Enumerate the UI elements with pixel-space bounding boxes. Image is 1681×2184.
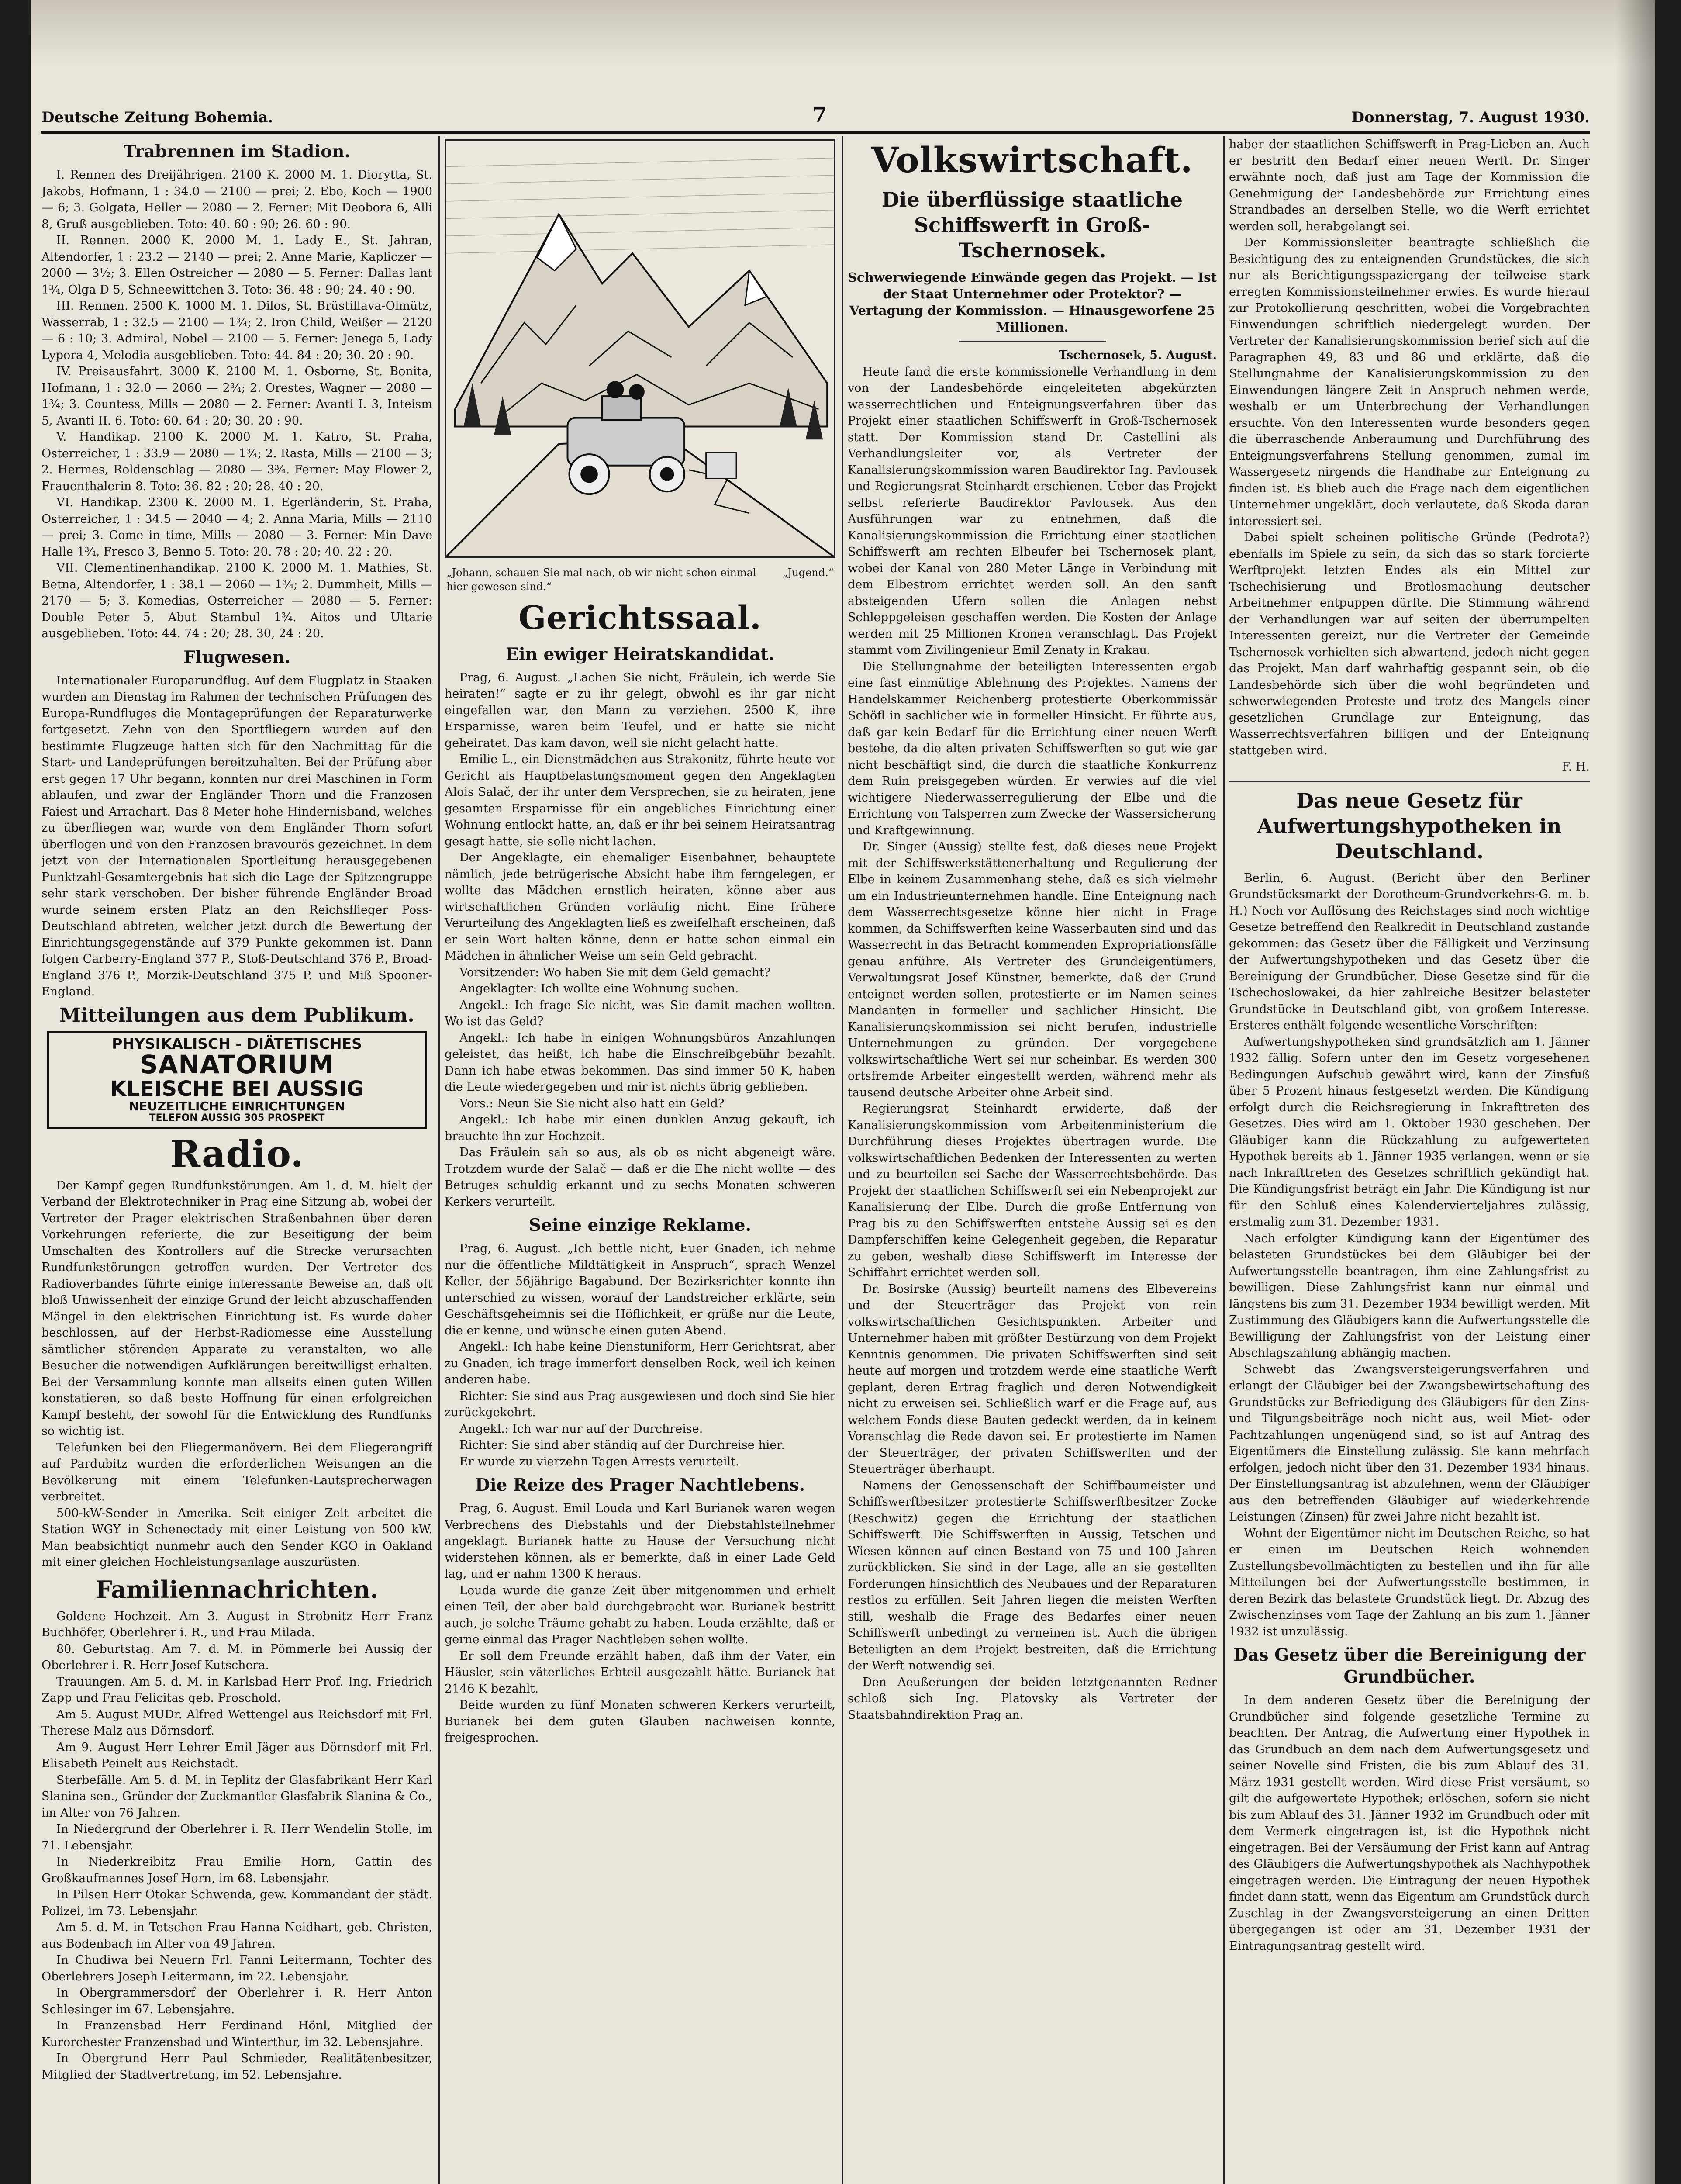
article-paragraph: Angekl.: Ich war nur auf der Durchreise. <box>459 1422 703 1436</box>
article-paragraph: Beide wurden zu fünf Monaten schweren Kerkers verurteilt, Burianek bei dem guten Glauben nachweisen konnte, freigesprochen. <box>445 1698 835 1745</box>
column-divider <box>438 136 440 2184</box>
familie-item: Am 5. August MUDr. Alfred Wettengel aus Reichsdorf mit Frl. Therese Malz aus Dörnsdorf. <box>41 1707 432 1738</box>
page-number: 7 <box>812 103 827 127</box>
race-result: IV. Preisausfahrt. 3000 K. 2100 M. 1. Osborne, St. Bonita, Hofmann, 1 : 32.0 — 2060 — 2¾; 2. Orestes, Wagner — 2080 — 1¾; 3. Countess, Mills — 2080 — 2. Ferner: Avanti I. 3, Inteism 5, Avanti II. 6. Toto: 60. 64 : 20; 30. 20 : 90. <box>41 365 432 428</box>
article-title: Ein ewiger Heiratskandidat. <box>505 644 774 664</box>
article-title: Das Gesetz über die Bereinigung der Grundbücher. <box>1233 1645 1586 1687</box>
trabrennen-results <box>41 167 432 642</box>
illustration-caption <box>446 566 834 594</box>
mitteilungen-title: Mitteilungen aus dem Publikum. <box>59 1004 414 1026</box>
article-paragraph: Angeklagter: Ich wollte eine Wohnung suchen. <box>459 982 739 995</box>
dateline: Tschernosek, 5. August. <box>1059 349 1217 362</box>
caption-credit: „Jugend.“ <box>782 566 834 579</box>
article-paragraph: Namens der Genossenschaft der Schiffbaumeister und Schiffswerftbesitzer protestierte Schiffswerftbesitzer Zocke (Reschwitz) gegen die Errichtung der staatlichen Schiffswerft. Die Schiffswerften in Aussig, Tetschen und Wiesen können auf einen Bestand von 75 und 100 Jahren zurückblicken. Sie sind in der Lage, alle an sie gestellten Forderungen hinsichtlich des Neubaues und der Reparaturen restlos zu erfüllen. Seit Jahren liegen die meisten Werften still, weshalb die Frage des Bedarfes einer neuen Schiffswerft unbedingt zu verneinen ist. Auch die übrigen Beteiligten an dem Projekt bestreiten, daß die Errichtung der Werft notwendig sei. <box>848 1479 1217 1673</box>
race-result: I. Rennen des Dreijährigen. 2100 K. 2000 M. 1. Diorytta, St. Jakobs, Hofmann, 1 : 34.0 — 2100 — prei; 2. Ebo, Koch — 1900 — 6; 3. Golgata, Heller — 2080 — 2. Ferner: Mit Deobora 6, Alli 8, Gruß ausgeblieben. Toto: 40. 60 : 90; 26. 60 : 90. <box>41 168 432 231</box>
flugwesen-title: Flugwesen. <box>183 647 291 667</box>
column-divider <box>842 136 843 2184</box>
race-result: III. Rennen. 2500 K. 1000 M. 1. Dilos, St. Brüstillava-Olmütz, Wasserrab, 1 : 32.5 — 2100 — 1¾; 2. Iron Child, Weißer — 2120 — 6 : 10; 3. Admiral, Nobel — 2100 — 5. Ferner: Jenega 5, Lady Lypora 4, Melodia ausgeblieben. Toto: 44. 84 : 20; 30. 20 : 90. <box>41 299 432 362</box>
familie-item: In Obergrund Herr Paul Schmieder, Realitätenbesitzer, Mitglied der Stadtvertretung, im 52. Lebensjahre. <box>41 2052 432 2082</box>
familie-item: In Obergrammersdorf der Oberlehrer i. R. Herr Anton Schlesinger im 67. Lebensjahre. <box>41 1986 432 2016</box>
article-paragraph: Louda wurde die ganze Zeit über mitgenommen und erhielt einen Teil, der aber bald durchgebracht war. Burianek bestritt auch, je solche Träume gehabt zu haben. Louda erzählte, daß er gerne einmal das Prager Nachtleben sehen wollte. <box>445 1583 835 1646</box>
familie-item: Sterbefälle. Am 5. d. M. in Teplitz der Glasfabrikant Herr Karl Slanina sen., Gründer der Zuckmantler Glasfabrik Slanina & Co., im Alter von 76 Jahren. <box>41 1773 432 1820</box>
column-3 <box>848 136 1217 2184</box>
sanatorium-ad <box>47 1031 427 1129</box>
article-subtitle: Schwerwiegende Einwände gegen das Projekt. — Ist der Staat Unternehmer oder Protektor? — Vertagung der Kommission. — Hinausgeworfene 25 Millionen. <box>848 270 1217 335</box>
divider <box>1229 781 1590 782</box>
column-2 <box>445 136 835 2184</box>
article-paragraph: Angekl.: Ich frage Sie nicht, was Sie damit machen wollten. Wo ist das Geld? <box>445 998 835 1028</box>
familie-item: In Pilsen Herr Otokar Schwenda, gew. Kommandant der städt. Polizei, im 73. Lebensjahr. <box>41 1888 432 1918</box>
article-paragraph: haber der staatlichen Schiffswerft in Prag-Lieben an. Auch er bestritt den Bedarf einer neuen Werft. Dr. Singer erwähnte noch, daß just am Tage der Kommission die Genehmigung der Landesbehörde zur Errichtung eines Strandbades an derselben Stelle, wo die Werft errichtet werden soll, herabgelangt sei. <box>1229 138 1590 233</box>
familie-item: Am 9. August Herr Lehrer Emil Jäger aus Dörnsdorf mit Frl. Elisabeth Peinelt aus Reichstadt. <box>41 1740 432 1771</box>
article-paragraph: Regierungsrat Steinhardt erwiderte, daß der Kanalisierungskommission vom Arbeitenministerium die Durchführung dieses Projektes übertragen wurde. Die volkswirtschaftlichen Bedenken der Interessenten zu werten und zu beurteilen sei Sache der Wasserrechtsbehörde. Das Projekt der staatlichen Schiffswerft sei ein Nebenprojekt zur Kanalisierung der Elbe. Durch die große Entfernung von Prag bis zu den Schiffswerften entstehe Aussig sei es den Dampferschiffen keine Gelegenheit gegeben, die Reparatur zu geben, weshalb diese Schiffswerft im Interesse der Schiffahrt errichtet werden soll. <box>848 1102 1217 1279</box>
race-result: V. Handikap. 2100 K. 2000 M. 1. Katro, St. Praha, Osterreicher, 1 : 33.9 — 2080 — 1¾; 2. Rasta, Mills — 2100 — 3; 2. Hermes, Roldenschlag — 2080 — 3¾. Ferner: May Flower 2, Frauenthalerin 8. Toto: 36. 82 : 20; 28. 40 : 20. <box>41 430 432 493</box>
article-paragraph: Berlin, 6. August. (Bericht über den Berliner Grundstücksmarkt der Dorotheum-Grundverkehrs-G. m. b. H.) Noch vor Auflösung des Reichstages sind noch wichtige Gesetze betreffend den Realkredit in Deutschland zustande gekommen: das Gesetz über die Fälligkeit und Verzinsung der Aufwertungshypotheken und das Gesetz über die Bereinigung der Grundbücher. Diese Gesetze sind für die Tschechoslowakei, da hier zahlreiche Besitzer belasteter Grundstücke in Deutschland gibt, von großem Interesse. Ersteres enthält folgende wesentliche Vorschriften: <box>1229 871 1590 1032</box>
article-paragraph: Dr. Singer (Aussig) stellte fest, daß dieses neue Projekt mit der Schiffswerkstättenerhaltung und Regulierung der Elbe in keinem Zusammenhang stehe, daß es sich vielmehr um ein Industrieunternehmen handle. Eine Enteignung nach dem Wasserrechtsgesetze könne hier nicht in Frage kommen, da Schiffswerften keine Wasserbauten sind und das Wasserrecht in das Betracht kommenden Expropriationsfälle genau anführe. Als Vertreter des Grundeigentümers, Verwaltungsrat Josef Künstner, bemerkte, daß der Grund enteignet werden sollen, protestierte er im Namen seines Mandanten in formeller und sachlicher Hinsicht. Die Kanalisierungskommission sei nicht berufen, industrielle Unternehmungen zu gründen. Der vorgegebene volkswirtschaftliche Wert sei nur scheinbar. Es werden 300 ortsfremde Arbeiter eingestellt werden, während mehr als tausend deutsche Arbeiter ohne Arbeit sind. <box>848 840 1217 1099</box>
column-1 <box>41 136 432 2184</box>
page-header <box>41 103 1590 129</box>
familie-item: In Niederkreibitz Frau Emilie Horn, Gattin des Großkaufmannes Josef Horn, im 68. Lebensjahr. <box>41 1855 432 1885</box>
article-paragraph: Prag, 6. August. „Ich bettle nicht, Euer Gnaden, ich nehme nur die öffentliche Mildtätigkeit in Anspruch“, sprach Wenzel Keller, der 56jährige Bagabund. Der Bezirksrichter konnte ihn unterschied zu wissen, worauf der Landstreicher erklärte, sein Geschäftsgeheimnis sei die Höflichkeit, er grüße nur die Leute, die er kenne, und wünsche einen guten Abend. <box>445 1242 835 1337</box>
ad-line: SANATORIUM <box>139 1050 335 1080</box>
race-result: VI. Handikap. 2300 K. 2000 M. 1. Egerländerin, St. Praha, Osterreicher, 1 : 34.5 — 2040 — 4; 2. Anna Maria, Mills — 2110 — prei; 3. Come in time, Mills — 2080 — 3. Ferner: Min Dave Halle 1¾, Fresco 3, Benno 5. Toto: 20. 78 : 20; 40. 22 : 20. <box>41 496 432 559</box>
header-rule <box>41 131 1590 134</box>
article-paragraph: Angekl.: Ich habe in einigen Wohnungsbüros Anzahlungen geleistet, das heißt, ich habe die Einschreibgebühr bezahlt. Dann ich habe etwas bekommen. Das sind immer 50 K, haben die Leute wiedergegeben und mir ist nichts übrig geblieben. <box>445 1031 835 1094</box>
article-paragraph: Aufwertungshypotheken sind grundsätzlich am 1. Jänner 1932 fällig. Sofern unter den im Gesetz vorgesehenen Bedingungen Aufschub gewährt wird, kann der Zinsfuß über 5 Prozent hinaus festgesetzt werden. Die Kündigung erfolgt durch die Reichsregierung in Inkrafttreten des Gesetzes. Dies wird am 1. Oktober 1930 geschehen. Der Gläubiger kann die Rückzahlung zu aufgewerteten Hypothek bereits ab 1. Jänner 1935 verlangen, wenn er sie nach Inkrafttreten des Gesetzes schriftlich gekündigt hat. Die Kündigungsfrist beträgt ein Jahr. Die Kündigung ist nur für den Schluß eines Kalendervierteljahres zulässig, erstmalig zum 31. Dezember 1931. <box>1229 1035 1590 1229</box>
familie-item: 80. Geburtstag. Am 7. d. M. in Pömmerle bei Aussig der Oberlehrer i. R. Herr Josef Kutschera. <box>41 1642 432 1673</box>
author-signature: F. H. <box>1562 760 1590 774</box>
article-paragraph: Dabei spielt scheinen politische Gründe (Pedrota?) ebenfalls im Spiele zu sein, da sich das so stark forcierte Werftprojekt letzten Endes als ein Mittel zur Tschechisierung und Brotlosmachung deutscher Arbeitnehmer entpuppen dürfte. Die Stimmung während der Verhandlungen war auf seiten der überrumpelten Interessenten gereizt, nur die Vertreter der Gemeinde Tschernosek verhielten sich abwartend, jedoch nicht gegen das Projekt. Man darf wahrhaftig gespannt sein, ob die Landesbehörde sich über die wohl begründeten und schwerwiegenden Proteste und trotz des Mangels einer gesetzlichen Grundlage zur Enteignung, das Wasserrechtsverfahren billigen und der Enteignung stattgeben wird. <box>1229 531 1590 757</box>
familie-item: Goldene Hochzeit. Am 3. August in Strobnitz Herr Franz Buchhöfer, Oberlehrer i. R., und Frau Milada. <box>41 1609 432 1640</box>
issue-date: Donnerstag, 7. August 1930. <box>1351 109 1590 126</box>
familie-item: Am 5. d. M. in Tetschen Frau Hanna Neidhart, geb. Christen, aus Bodenbach im Alter von 49 Jahren. <box>41 1921 432 1951</box>
article-paragraph: Wohnt der Eigentümer nicht im Deutschen Reiche, so hat er einen im Deutschen Reich wohnenden Zustellungsbevollmächtigten zu bestellen und ihn für alle Mitteilungen bei der Aufwertungsstelle bestimmen, in deren Bezirk das belastete Grundstück liegt. Dr. Abzug des Zwischenzinses vom Tage der Zahlung an bis zum 1. Jänner 1932 ist unzulässig. <box>1229 1526 1590 1638</box>
ad-line: KLEISCHE BEI AUSSIG <box>110 1077 364 1102</box>
familie-item: Trauungen. Am 5. d. M. in Karlsbad Herr Prof. Ing. Friedrich Zapp und Frau Felicitas geb. Proschold. <box>41 1675 432 1705</box>
volkswirtschaft-title: Volkswirtschaft. <box>871 139 1193 180</box>
ad-line: NEUZEITLICHE EINRICHTUNGEN <box>128 1099 345 1114</box>
article-paragraph: Angekl.: Ich habe keine Dienstuniform, Herr Gerichtsrat, aber zu Gnaden, ich trage immerfort denselben Rock, weil ich keinen anderen habe. <box>445 1340 835 1386</box>
flugwesen-paragraph: Internationaler Europarundflug. Auf dem Flugplatz in Staaken wurden am Dienstag im Rahmen der technischen Prüfungen des Europa-Rundfluges die Montageprüfungen der Reparaturwerke fortgesetzt. Zehn von den Sportfliegern wurden auf den bestimmte Flugzeuge hatten sich für den Nachmittag für die Start- und Landeprüfungen bereitzuhalten. Bei der Prüfung aber erst gegen 17 Uhr begann, konnten nur drei Maschinen in Form ablaufen, und zwar der Engländer Thorn und die Franzosen Faiest und Arrachart. Das 8 Meter hohe Hindernisband, welches zu überfliegen war, wurde von dem Engländer Thorn sofort überflogen und von den Franzosen bravourös gezeichnet. In dem jetzt von der Internationalen Sportleitung herausgegebenen Punktzahl-Gesamtergebnis hat sich die Lage der Spitzengruppe sehr stark verschoben. Der bisher führende Engländer Broad wurde seinem ersten Platz an den Reichsflieger Poss-Deutschland abtreten, welcher jetzt durch die Bewertung der Einrichtungsgegenstände auf 379 Punkte gekommen ist. Dann folgen Carberry-England 377 P., Stoß-Deutschland 376 P., Broad-England 376 P., Morzik-Deutschland 375 P. und Miß Spooner-England. <box>41 674 432 999</box>
article-title: Die Reize des Prager Nachtlebens. <box>475 1475 805 1495</box>
radio-paragraph: Telefunken bei den Fliegermanövern. Bei dem Fliegerangriff auf Pardubitz wurden die erforderlichen Weisungen an die Bevölkerung mit einem Telefunken-Lautsprecherwagen verbreitet. <box>41 1441 432 1504</box>
article-title: Seine einzige Reklame. <box>528 1215 752 1235</box>
article-paragraph: Der Kommissionsleiter beantragte schließlich die Besichtigung des zu enteignenden Grundstückes, die sich nur als Berichtigungsspaziergang der teilweise stark erregten Kommissionsteilnehmer erwies. Es wurde hierauf zur Protokollierung geschritten, wobei die Vorgebrachten Einwendungen schriftlich niedergelegt wurden. Der Vertreter der Kanalisierungskommission berief sich auf die Paragraphen 49, 83 und 86 und erklärte, daß die Stellungnahme der Kanalisierungskommission zu den Einwendungen längere Zeit in Anspruch nehmen werde, weshalb er um Unterbrechung der Verhandlungen ersuchte. Von den Interessenten wurde besonders gegen die überraschende Anberaumung und Durchführung des Enteignungsverfahrens Stellung genommen, zumal im Wassergesetz nirgends die Handhabe zur Enteignung zu finden ist. Es blieb auch die Frage nach dem eigentlichen Unternehmer ungeklärt, doch verlautete, daß Skoda daran interessiert sei. <box>1229 236 1590 528</box>
article-paragraph: Vors.: Neun Sie Sie nicht also hatt ein Geld? <box>459 1096 725 1110</box>
ad-line: PHYSIKALISCH - DIÄTETISCHES <box>112 1035 362 1052</box>
article-paragraph: Das Fräulein sah so aus, als ob es nicht abgeneigt wäre. Trotzdem wurde der Salač — daß er die Ehe nicht wollte — des Betruges schuldig erkannt und zu sechs Monaten schweren Kerkers verurteilt. <box>445 1146 835 1209</box>
column-divider <box>1223 136 1225 2184</box>
cartoon-illustration <box>445 139 835 558</box>
column-4 <box>1229 136 1590 2184</box>
familie-item: In Niedergrund der Oberlehrer i. R. Herr Wendelin Stolle, im 71. Lebensjahr. <box>41 1822 432 1852</box>
article-title: Die überflüssige staatliche Schiffswerft in Groß-Tschernosek. <box>881 188 1183 262</box>
article-paragraph: Richter: Sie sind aber ständig auf der Durchreise hier. <box>459 1438 785 1452</box>
newspaper-page <box>31 0 1655 2184</box>
article-paragraph: Schwebt das Zwangsversteigerungsverfahren und erlangt der Gläubiger bei der Zwangsbewirtschaftung des Grundstücks zur Befriedigung des Gläubigers für den Zins- und Tilgungsbeiträge noch nicht aus, weil Miet- oder Pachtzahlungen ungenügend sind, so ist auf Antrag des Eigentümers die Einstellung zulässig. Sie kann mehrfach erfolgen, jedoch nicht über den 31. Dezember 1934 hinaus. Der Einstellungsantrag ist abzulehnen, wenn der Gläubiger aus den betreffenden Gläubiger auf wiederkehrende Leistungen (Zinsen) für zwei Jahre nicht bezahlt ist. <box>1229 1362 1590 1524</box>
article-title: Das neue Gesetz für Aufwertungshypotheken in Deutschland. <box>1257 788 1562 863</box>
article-paragraph: Dr. Bosirske (Aussig) beurteilt namens des Elbevereins und der Steuerträger das Projekt von rein volkswirtschaftlichen Gesichtspunkten. Arbeiter und Unternehmer haben mit größter Bestürzung von dem Projekt Kenntnis genommen. Die privaten Schiffswerften sind seit heute auf morgen und trotzdem werde eine staatliche Werft geplant, deren Ertrag fraglich und deren Notwendigkeit nicht zu erweisen sei. Schließlich warf er die Frage auf, aus welchem Fonds diese Bauten gedeckt werden, da in keinem Voranschlag die Rede davon sei. Er protestierte im Namen der Steuerträger, der privaten Schiffswerften und der Steuerträger überhaupt. <box>848 1282 1217 1476</box>
caption-text: „Johann, schauen Sie mal nach, ob wir nicht schon einmal hier gewesen sind.“ <box>446 566 756 593</box>
article-paragraph: Prag, 6. August. Emil Louda und Karl Burianek waren wegen Verbrechens des Diebstahls und der Diebstahlsteilnehmer angeklagt. Burianek hatte zu Hause der Versuchung nicht widerstehen können, als er bemerkte, daß in einer Lade Geld lag, und er nahm 1300 K heraus. <box>445 1502 835 1581</box>
article-paragraph: Emilie L., ein Dienstmädchen aus Strakonitz, führte heute vor Gericht als Hauptbelastungsmoment gegen den Angeklagten Alois Salač, der ihr unter dem Versprechen, sie zu heiraten, jene gesamten Ersparnisse für ein angebliches Einrichtung einer Wohnung entlockt hatte, an, daß er ihr bei seinem Heiratsantrag gesagt hatte, sie solle nicht lachen. <box>445 753 835 848</box>
article-paragraph: Der Angeklagte, ein ehemaliger Eisenbahner, behauptete nämlich, jede betrügerische Absicht habe ihm ferngelegen, er wollte das Mädchen ernstlich heiraten, könne aber aus wirtschaftlichen Gründen vorläufig nicht. Eine frühere Verurteilung des Angeklagten ließ es zweifelhaft erscheinen, daß er sein Wort halten könne, denn er hatte schon einmal ein Mädchen in ähnlicher Weise um sein Geld gebracht. <box>445 851 835 963</box>
radio-paragraph: Der Kampf gegen Rundfunkstörungen. Am 1. d. M. hielt der Verband der Elektrotechniker in Prag eine Sitzung ab, wobei der Vertreter der Prager elektrischen Straßenbahnen über deren Vorkehrungen referierte, die zur Beseitigung der beim Umschalten des Kontrollers auf die Strecke verursachten Rundfunkstörungen getroffen wurden. Der Vertreter des Radioverbandes führte einige interessante Beweise an, daß oft bloß Unwissenheit der einzige Grund der leicht abzuschaffenden Mängel in den elektrischen Einrichtung ist. Es wurde daher beschlossen, auf der Herbst-Radiomesse eine Ausstellung sämtlicher störenden Apparate zu veranstalten, wo alle Besucher die notwendigen Aufklärungen bereitwilligst erhalten. Bei der Versammlung konnte man allseits einen guten Willen konstatieren, so daß beste Hoffnung für einen erfolgreichen Kampf besteht, der sowohl für die Entwicklung des Rundfunks so wichtig ist. <box>41 1178 432 1438</box>
familie-item: In Franzensbad Herr Ferdinand Hönl, Mitglied der Kurorchester Franzensbad und Winterthur, im 32. Lebensjahre. <box>41 2019 432 2049</box>
article-paragraph: Er wurde zu vierzehn Tagen Arrests verurteilt. <box>459 1455 739 1469</box>
article-paragraph: Den Aeußerungen der beiden letztgenannten Redner schloß sich Ing. Platovsky als Vertreter der Staatsbahndirektion Prag an. <box>848 1675 1217 1722</box>
article-paragraph: Er soll dem Freunde erzählt haben, daß ihm der Vater, ein Häusler, sein väterliches Erbteil ausgezahlt hätte. Burianek hat 2146 K bezahlt. <box>445 1649 835 1696</box>
article-paragraph: Die Stellungnahme der beteiligten Interessenten ergab eine fast einmütige Ablehnung des Projektes. Namens der Handelskammer Reichenberg protestierte Oberkommissär Schöfl in sachlicher wie in formeller Hinsicht. Er führte aus, daß gar kein Bedarf für die Errichtung einer neuen Werft bestehe, da die alten privaten Schiffswerften so gut wie gar nicht beschäftigt sind, die durch die staatliche Konkurrenz dem Ruin preisgegeben würden. Er verwies auf die viel wichtigere Niederwasserregulierung der Elbe und die Errichtung von Talsperren zum Zwecke der Wassersicherung und Kraftgewinnung. <box>848 660 1217 837</box>
radio-title: Radio. <box>170 1132 304 1175</box>
ad-line: TELEFON AUSSIG 305 PROSPEKT <box>149 1112 325 1123</box>
race-result: VII. Clementinenhandikap. 2100 K. 2000 M. 1. Mathies, St. Betna, Altendorfer, 1 : 38.1 — 2060 — 1¾; 2. Dummheit, Mills — 2170 — 5; 3. Komedias, Osterreicher — 2080 — 5. Ferner: Double Peter 5, Abut Stambul 1¾. Aitos und Ultarie ausgeblieben. Toto: 44. 74 : 20; 28. 30, 24 : 20. <box>41 561 432 640</box>
article-paragraph: Prag, 6. August. „Lachen Sie nicht, Fräulein, ich werde Sie heiraten!“ sagte er zu ihr gelegt, obwohl es ihr gar nicht eingefallen war, den Mann zu verziehen. 2500 K, ihre Ersparnisse, waren beim Teufel, und er hatte sie nicht geheiratet. Das kam davon, weil sie nicht gelacht hatte. <box>445 670 835 750</box>
article-paragraph: Richter: Sie sind aus Prag ausgewiesen und doch sind Sie hier zurückgekehrt. <box>445 1389 835 1419</box>
page-fold-shadow <box>31 0 1655 66</box>
trabrennen-title: Trabrennen im Stadion. <box>123 142 351 162</box>
article-paragraph: Angekl.: Ich habe mir einen dunklen Anzug gekauft, ich brauchte ihn zur Hochzeit. <box>445 1113 835 1143</box>
article-paragraph: Heute fand die erste kommissionelle Verhandlung in dem von der Landesbehörde eingeleiteten abgekürzten wasserrechtlichen und Enteignungsverfahren über das Projekt einer staatlichen Schiffswerft in Groß-Tschernosek statt. Der Kommission stand Dr. Castellini als Verhandlungsleiter vor, als Vertreter der Kanalisierungskommission waren Baudirektor Ing. Pavlousek und Regierungsrat Steinhardt erschienen. Ueber das Projekt selbst referierte Baudirektor Pavlousek. Aus den Ausführungen war zu entnehmen, daß die Kanalisierungskommission die Errichtung einer staatlichen Schiffswerft am rechten Elbeufer bei Tschernosek plant, wobei der Kanal von 280 Meter Länge in Verbindung mit dem Elbestrom errichtet werden soll. An den sanft absteigenden Ufern sollen die Anlagen nebst Schleppgeleisen geschaffen werden. Die Kosten der Anlage werden mit 25 Millionen Kronen veranschlagt. Das Projekt stammt vom Zivilingenieur Emil Zenaty in Krakau. <box>848 365 1217 657</box>
radio-paragraph: 500-kW-Sender in Amerika. Seit einiger Zeit arbeitet die Station WGY in Schenectady mit einer Leistung von 500 kW. Man beabsichtigt nunmehr auch den Sender KGO in Oakland mit einer gleichen Hochleistungsanlage auszurüsten. <box>41 1506 432 1569</box>
race-result: II. Rennen. 2000 K. 2000 M. 1. Lady E., St. Jahran, Altendorfer, 1 : 23.2 — 2140 — prei; 2. Anne Marie, Kapliczer — 2000 — 3½; 3. Ellen Ostreicher — 2080 — 5. Ferner: Dallas lant 1¾, Olga D 5, Schneewittchen 3. Toto: 36. 48 : 90; 24. 40 : 90. <box>41 234 432 297</box>
article-paragraph: Vorsitzender: Wo haben Sie mit dem Geld gemacht? <box>459 965 771 979</box>
divider <box>959 341 1106 342</box>
article-paragraph: Nach erfolgter Kündigung kann der Eigentümer des belasteten Grundstückes bei dem Gläubiger bei der Aufwertungsstelle beantragen, ihm eine Zahlungsfrist zu bewilligen. Diese Zahlungsfrist kann nur einmal und längstens bis zum 31. Dezember 1934 bewilligt werden. Mit Zustimmung des Gläubigers kann die Aufwertungsstelle die Bewilligung der Zahlungsfrist von der Leistung einer Abschlagszahlung abhängig machen. <box>1229 1231 1590 1360</box>
article-paragraph: In dem anderen Gesetz über die Bereinigung der Grundbücher sind folgende gesetzliche Termine zu beachten. Der Antrag, die Aufwertung einer Hypothek in das Grundbuch an dem nach dem Aufwertungsgesetz und seiner Novelle sind Fristen, die bis zum Ablauf des 31. März 1931 gestellt werden. Wird diese Frist versäumt, so gilt die aufgewertete Hypothek; erlöschen, sofern sie nicht bis zum Ablauf des 31. Jänner 1932 im Grundbuch oder mit dem Vermerk eingetragen ist, ist die Hypothek nicht eingetragen. Bei der Versäumung der Frist kann auf Antrag des Gläubigers die Aufwertungshypothek als Nachhypothek eingetragen werden. Die Eintragung der neuen Hypothek findet dann statt, wenn das Eigentum am Grundstück durch Zuschlag in der Zwangsversteigerung an einen Dritten übergegangen ist oder am 31. Dezember 1931 der Eintragungsantrag gestellt wird. <box>1229 1693 1590 1953</box>
paper-name: Deutsche Zeitung Bohemia. <box>41 109 273 126</box>
familie-title: Familiennachrichten. <box>95 1575 379 1603</box>
familie-item: In Chudiwa bei Neuern Frl. Fanni Leitermann, Tochter des Oberlehrers Joseph Leitermann, im 22. Lebensjahr. <box>41 1953 432 1984</box>
gerichtssaal-title: Gerichtssaal. <box>518 599 762 637</box>
